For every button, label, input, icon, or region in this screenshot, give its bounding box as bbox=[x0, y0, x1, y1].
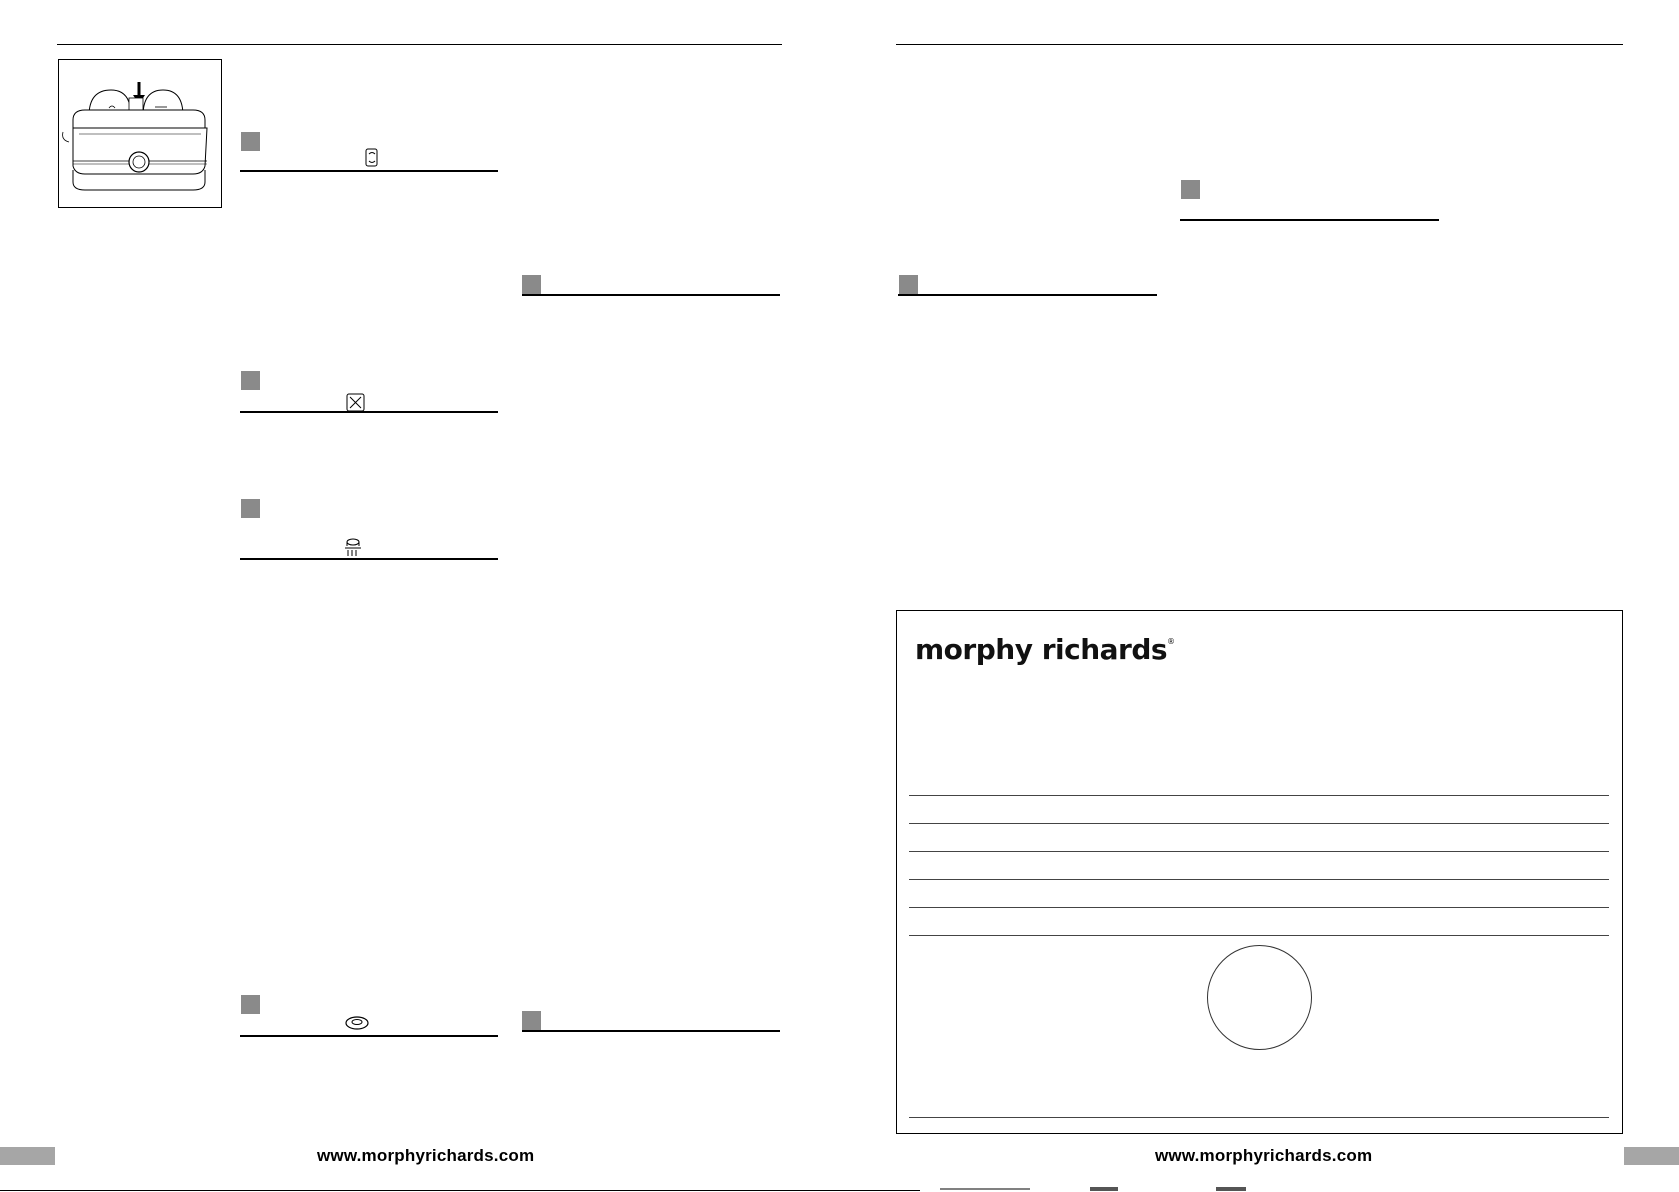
section-marker bbox=[522, 1011, 541, 1030]
footer-url-left[interactable]: www.morphyrichards.com bbox=[317, 1146, 535, 1165]
registration-card bbox=[896, 610, 1623, 1134]
cross-box-icon bbox=[346, 393, 365, 417]
form-line bbox=[909, 935, 1609, 936]
right-page-header-rule bbox=[896, 44, 1623, 45]
footer-url-right[interactable]: www.morphyrichards.com bbox=[1155, 1146, 1373, 1165]
circle-stamp bbox=[1207, 945, 1312, 1050]
egg-boiler-illustration bbox=[58, 59, 222, 208]
section-underline bbox=[240, 1035, 498, 1037]
form-line bbox=[909, 1117, 1609, 1118]
section-marker bbox=[522, 275, 541, 294]
section-underline bbox=[240, 170, 498, 172]
form-line bbox=[909, 907, 1609, 908]
egg-cup-icon bbox=[345, 1016, 369, 1037]
left-page-header-rule bbox=[57, 44, 782, 45]
left-page-bottom-rule bbox=[0, 1190, 920, 1191]
section-underline bbox=[240, 558, 498, 560]
section-underline bbox=[240, 411, 498, 413]
section-underline bbox=[522, 1030, 780, 1032]
section-marker bbox=[241, 132, 260, 151]
section-underline bbox=[1180, 219, 1439, 221]
form-line bbox=[909, 795, 1609, 796]
section-marker bbox=[241, 499, 260, 518]
form-line bbox=[909, 879, 1609, 880]
brand-logo bbox=[915, 633, 1175, 666]
page-tab-right bbox=[1624, 1147, 1679, 1165]
brand-name: morphy richards bbox=[915, 633, 1168, 666]
registered-mark: ® bbox=[1167, 637, 1175, 646]
printer-marks bbox=[940, 1186, 1270, 1192]
section-marker bbox=[1181, 180, 1200, 199]
section-marker bbox=[899, 275, 918, 294]
section-marker bbox=[241, 371, 260, 390]
form-line bbox=[909, 851, 1609, 852]
section-marker bbox=[241, 995, 260, 1014]
section-underline bbox=[522, 294, 780, 296]
section-underline bbox=[898, 294, 1157, 296]
page-tab-left bbox=[0, 1147, 55, 1165]
form-line bbox=[909, 823, 1609, 824]
